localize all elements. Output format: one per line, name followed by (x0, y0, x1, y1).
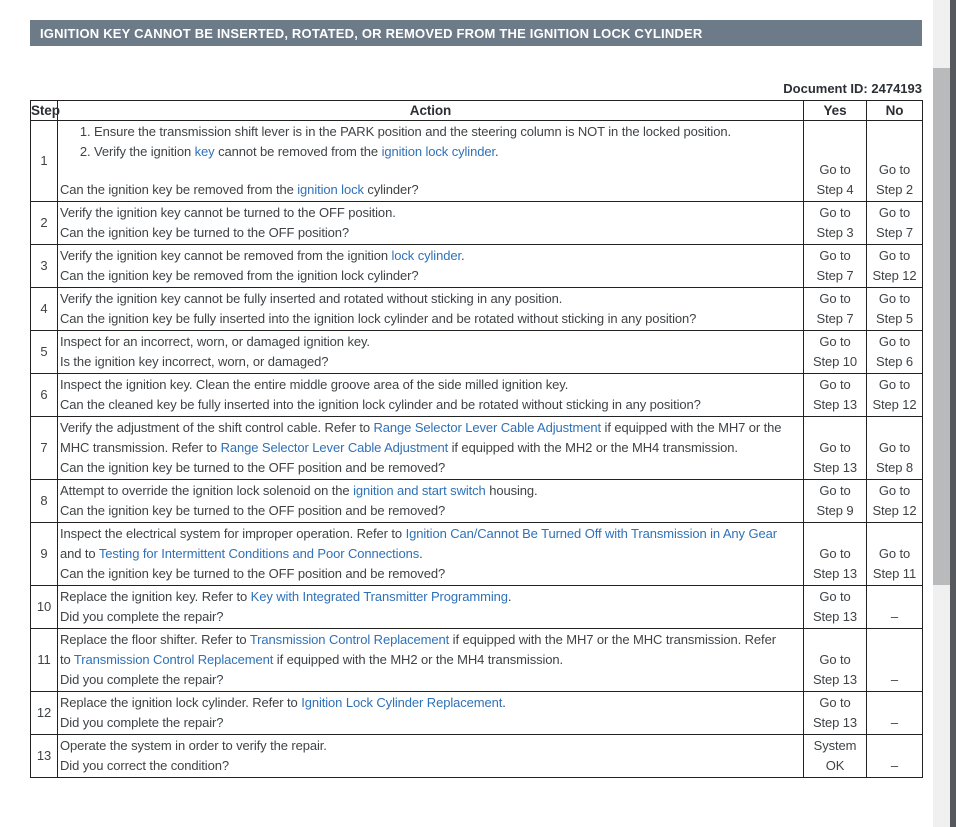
text-segment: Did you complete the repair? (60, 715, 224, 730)
text-segment: Verify the ignition key cannot be fully inserted and rotated without sticking in any position. (60, 291, 563, 306)
action-cell (58, 331, 804, 374)
action-cell (58, 480, 804, 523)
text-segment: if equipped with the MH2 or the MH4 transmission. (448, 440, 738, 455)
question-text (60, 607, 789, 627)
step-number: 7 (31, 417, 58, 480)
doc-link[interactable]: Ignition Lock Cylinder Replacement (301, 695, 503, 710)
yes-cell: Go to Step 10 (804, 331, 867, 374)
table-body (31, 121, 923, 778)
action-text (60, 736, 789, 756)
text-segment: Can the ignition key be removed from the (60, 182, 298, 197)
action-cell (58, 245, 804, 288)
action-text (60, 289, 789, 309)
question-text (60, 266, 789, 286)
no-cell: Go to Step 2 (867, 121, 923, 202)
step-number: 8 (31, 480, 58, 523)
scrollbar-thumb[interactable] (933, 68, 950, 585)
question-text (60, 564, 789, 584)
yes-cell: Go to Step 13 (804, 523, 867, 586)
question-text (60, 352, 789, 372)
action-cell (58, 523, 804, 586)
text-segment: Can the ignition key be removed from the ignition lock cylinder? (60, 268, 419, 283)
doc-link[interactable]: Range Selector Lever Cable Adjustment (220, 440, 449, 455)
text-segment: . (502, 695, 506, 710)
yes-cell: Go to Step 13 (804, 629, 867, 692)
document-id: Document ID: 2474193 (783, 81, 922, 96)
doc-link[interactable]: Range Selector Lever Cable Adjustment (373, 420, 602, 435)
action-cell (58, 417, 804, 480)
table-row (31, 288, 923, 331)
table-header-row (31, 101, 923, 121)
doc-link[interactable]: Ignition Can/Cannot Be Turned Off with Transmission in Any Gear (405, 526, 777, 541)
action-cell (58, 735, 804, 778)
text-segment: Replace the floor shifter. Refer to (60, 632, 250, 647)
doc-link[interactable]: Testing for Intermittent Conditions and Poor Connections (98, 546, 420, 561)
doc-link[interactable]: Transmission Control Replacement (249, 632, 450, 647)
step-number: 4 (31, 288, 58, 331)
action-cell (58, 202, 804, 245)
text-segment: if equipped with the MH2 or the MH4 transmission. (273, 652, 564, 667)
question-text (60, 756, 789, 776)
table-row (31, 692, 923, 735)
table-row (31, 417, 923, 480)
yes-cell: Go to Step 13 (804, 586, 867, 629)
no-cell: – (867, 629, 923, 692)
column-header-yes: Yes (804, 101, 867, 121)
text-segment: Ensure the transmission shift lever is in the PARK position and the steering column is NOT in the locked position. (94, 124, 731, 139)
action-text (60, 630, 789, 670)
text-segment: Can the ignition key be fully inserted into the ignition lock cylinder and be rotated without sticking in any position? (60, 311, 697, 326)
step-number: 11 (31, 629, 58, 692)
no-cell: Go to Step 11 (867, 523, 923, 586)
section-title: IGNITION KEY CANNOT BE INSERTED, ROTATED, OR REMOVED FROM THE IGNITION LOCK CYLINDER (40, 25, 703, 41)
doc-link[interactable]: Key with Integrated Transmitter Programming (250, 589, 508, 604)
text-segment: and to (60, 546, 99, 561)
step-number: 10 (31, 586, 58, 629)
text-segment: Inspect the electrical system for improper operation. Refer to (60, 526, 406, 541)
table-row (31, 121, 923, 202)
step-number: 3 (31, 245, 58, 288)
action-cell (58, 288, 804, 331)
question-text (60, 223, 789, 243)
step-number: 6 (31, 374, 58, 417)
no-cell: Go to Step 7 (867, 202, 923, 245)
table-row (31, 735, 923, 778)
document-content (30, 20, 922, 778)
action-steps-list (60, 122, 789, 162)
yes-cell: Go to Step 13 (804, 417, 867, 480)
no-cell: Go to Step 6 (867, 331, 923, 374)
text-segment: if equipped with the MH7 or the MHC transmission. Refer to (60, 632, 776, 667)
text-segment: Is the ignition key incorrect, worn, or damaged? (60, 354, 329, 369)
yes-cell: Go to Step 7 (804, 288, 867, 331)
action-text (60, 375, 789, 395)
question-text (60, 309, 789, 329)
action-cell (58, 121, 804, 202)
text-segment: . (419, 546, 423, 561)
question-text (60, 501, 789, 521)
action-text (60, 332, 789, 352)
action-text (60, 481, 789, 501)
doc-link[interactable]: ignition lock cylinder (381, 144, 495, 159)
action-list-item (94, 122, 744, 142)
no-cell: – (867, 735, 923, 778)
yes-cell: Go to Step 3 (804, 202, 867, 245)
question-text (60, 180, 789, 200)
text-segment: Can the ignition key be turned to the OFF position and be removed? (60, 460, 446, 475)
text-segment: Verify the ignition (94, 144, 195, 159)
diagnostic-table (30, 100, 923, 778)
step-number: 13 (31, 735, 58, 778)
text-segment: Inspect the ignition key. Clean the entire middle groove area of the side milled ignition key. (60, 377, 569, 392)
yes-cell: Go to Step 7 (804, 245, 867, 288)
text-segment: Attempt to override the ignition lock solenoid on the (60, 483, 354, 498)
column-header-no: No (867, 101, 923, 121)
no-cell: Go to Step 5 (867, 288, 923, 331)
text-segment: Replace the ignition lock cylinder. Refer to (60, 695, 302, 710)
action-text (60, 203, 789, 223)
step-number: 5 (31, 331, 58, 374)
no-cell: Go to Step 12 (867, 480, 923, 523)
question-text (60, 458, 789, 478)
yes-cell: Go to Step 4 (804, 121, 867, 202)
table-row (31, 629, 923, 692)
yes-cell: Go to Step 13 (804, 374, 867, 417)
doc-link[interactable]: ignition lock (297, 182, 364, 197)
action-cell (58, 692, 804, 735)
no-cell: Go to Step 12 (867, 245, 923, 288)
action-list-item (94, 142, 744, 162)
text-segment: housing. (485, 483, 538, 498)
no-cell: Go to Step 8 (867, 417, 923, 480)
table-row (31, 245, 923, 288)
no-cell: Go to Step 12 (867, 374, 923, 417)
table-row (31, 523, 923, 586)
text-segment: Can the ignition key be turned to the OFF position and be removed? (60, 503, 446, 518)
step-number: 12 (31, 692, 58, 735)
action-text (60, 246, 789, 266)
text-segment: Replace the ignition key. Refer to (60, 589, 251, 604)
action-cell (58, 586, 804, 629)
action-cell (58, 374, 804, 417)
yes-cell: Go to Step 9 (804, 480, 867, 523)
table-row (31, 480, 923, 523)
text-segment: . (495, 144, 499, 159)
doc-link[interactable]: ignition and start switch (353, 483, 486, 498)
question-text (60, 713, 789, 733)
action-text (60, 587, 789, 607)
text-segment: . (507, 589, 512, 604)
text-segment: Can the ignition key be turned to the OFF position and be removed? (60, 566, 446, 581)
text-segment: . (460, 248, 465, 263)
window-edge (950, 0, 956, 827)
text-segment: if equipped with the MH7 or the MHC transmission. Refer to (60, 420, 782, 455)
no-cell: – (867, 586, 923, 629)
question-text (60, 395, 789, 415)
table-row (31, 202, 923, 245)
action-text (60, 418, 789, 458)
text-segment: Inspect for an incorrect, worn, or damaged ignition key. (60, 334, 370, 349)
table-row (31, 374, 923, 417)
yes-cell: Go to Step 13 (804, 692, 867, 735)
table-row (31, 586, 923, 629)
text-segment: Can the cleaned key be fully inserted into the ignition lock cylinder and be rotated without sticking in any position? (60, 397, 701, 412)
text-segment: Can the ignition key be turned to the OFF position? (60, 225, 350, 240)
doc-link[interactable]: Transmission Control Replacement (73, 652, 274, 667)
text-segment: cannot be removed from the (214, 144, 382, 159)
table-row (31, 331, 923, 374)
question-text (60, 670, 789, 690)
text-segment: Did you complete the repair? (60, 609, 224, 624)
text-segment: Did you correct the condition? (60, 758, 229, 773)
vertical-scrollbar[interactable] (933, 0, 950, 827)
step-number: 1 (31, 121, 58, 202)
column-header-action: Action (58, 101, 804, 121)
text-segment: cylinder? (363, 182, 419, 197)
text-segment: Did you complete the repair? (60, 672, 224, 687)
doc-link[interactable]: key (194, 144, 215, 159)
text-segment: Verify the ignition key cannot be removed from the ignition (60, 248, 392, 263)
text-segment: Verify the adjustment of the shift control cable. Refer to (60, 420, 374, 435)
action-text (60, 524, 789, 564)
column-header-step: Step (31, 101, 58, 121)
action-text (60, 693, 789, 713)
yes-cell: System OK (804, 735, 867, 778)
text-segment: Operate the system in order to verify the repair. (60, 738, 327, 753)
step-number: 2 (31, 202, 58, 245)
doc-link[interactable]: lock cylinder (391, 248, 461, 263)
text-segment: Verify the ignition key cannot be turned to the OFF position. (60, 205, 396, 220)
step-number: 9 (31, 523, 58, 586)
action-cell (58, 629, 804, 692)
section-title-bar (30, 20, 922, 46)
no-cell: – (867, 692, 923, 735)
